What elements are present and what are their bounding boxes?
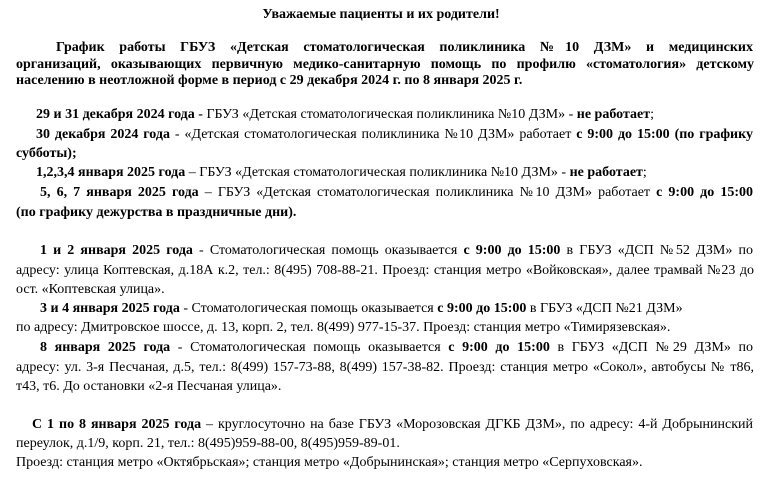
urgent-item-jan-1-2 <box>40 242 753 259</box>
intro-line-3: населению в неотложной форме в период с 29 декабря 2024 г. по 8 января 2025 г. <box>16 73 523 88</box>
schedule-item-jan-5-7 <box>40 184 753 201</box>
schedule-hours-continued: субботы); <box>16 146 77 161</box>
urgent-address-end: ост. «Коптевская улица». <box>16 282 165 297</box>
schedule-hours: с 9:00 до 15:00 (по графику <box>576 127 753 142</box>
schedule-text: – ГБУЗ «Детская стоматологическая поликлиника №10 ДЗМ» - <box>185 165 570 180</box>
urgent-org: в ГБУЗ «ДСП №52 ДЗМ» по <box>560 243 753 258</box>
schedule-status: не работает <box>576 107 651 122</box>
schedule-date: 30 декабря 2024 года <box>36 127 170 142</box>
urgent-address-end: т43, т6. До остановки «2-я Песчаная улица». <box>16 379 282 394</box>
round-clock-address: переулок, д.1/9, корп. 21, тел.: 8(495)959-88-00, 8(495)959-89-01. <box>16 436 400 451</box>
round-clock-item <box>32 416 753 433</box>
schedule-text: - «Детская стоматологическая поликлиника №10 ДЗМ» работает <box>169 127 577 142</box>
urgent-hours: с 9:00 до 15:00 <box>463 243 561 258</box>
schedule-hours-continued: (по графику дежурства в праздничные дни). <box>16 205 297 220</box>
urgent-org: в ГБУЗ «ДСП №29 ДЗМ» по <box>549 340 754 355</box>
round-clock-text: – круглосуточно на базе ГБУЗ «Морозовская ДГКБ ДЗМ», по адресу: 4-й Добрынинский <box>201 417 753 432</box>
schedule-item-dec-29-31 <box>36 106 762 123</box>
schedule-text: ГБУЗ «Детская стоматологическая поликлиника №10 ДЗМ» - <box>202 107 577 122</box>
round-clock-date: С 1 по 8 января 2025 года <box>32 417 202 432</box>
schedule-end: ; <box>650 107 654 122</box>
notice-heading: Уважаемые пациенты и их родители! <box>262 7 500 22</box>
schedule-date: 29 и 31 декабря 2024 года - <box>36 107 203 122</box>
urgent-org: в ГБУЗ «ДСП №21 ДЗМ» <box>526 301 683 316</box>
urgent-item-jan-8 <box>40 339 753 356</box>
urgent-text: - Стоматологическая помощь оказывается <box>170 340 449 355</box>
urgent-date: 8 января 2025 года <box>40 340 171 355</box>
urgent-text: - Стоматологическая помощь оказывается <box>179 301 438 316</box>
schedule-date: 1,2,3,4 января 2025 года <box>36 165 186 180</box>
urgent-hours: с 9:00 до 15:00 <box>448 340 550 355</box>
urgent-hours: с 9:00 до 15:00 <box>437 301 527 316</box>
urgent-item-jan-3-4 <box>40 300 762 317</box>
urgent-address: адресу: улица Коптевская, д.18А к.2, тел.: 8(495) 708-88-21. Проезд: станция метро «Войковская», далее трамвай №23 до <box>16 263 754 278</box>
schedule-item-dec-30 <box>36 126 753 143</box>
round-clock-transport: Проезд: станция метро «Октябрьская»; станция метро «Добрынинская»; станция метро «Серпуховская». <box>16 455 643 470</box>
urgent-text: - Стоматологическая помощь оказывается <box>192 243 464 258</box>
intro-line-1: График работы ГБУЗ «Детская стоматологическая поликлиника №10 ДЗМ» и медицинских <box>56 40 753 55</box>
urgent-address: по адресу: Дмитровское шоссе, д. 13, корп. 2, тел. 8(499) 977-15-37. Проезд: станция метро «Тимирязевская». <box>16 320 671 335</box>
schedule-end: ; <box>642 165 647 180</box>
urgent-date: 1 и 2 января 2025 года <box>40 243 193 258</box>
schedule-text: – ГБУЗ «Детская стоматологическая поликлиника №10 ДЗМ» работает <box>198 185 657 200</box>
schedule-status: не работает <box>569 165 643 180</box>
schedule-date: 5, 6, 7 января 2025 года <box>40 185 199 200</box>
schedule-item-jan-1-4 <box>36 164 762 181</box>
urgent-address: адресу: ул. 3-я Песчаная, д.5, тел.: 8(499) 157-73-88, 8(499) 157-38-82. Проезд: станция метро «Сокол», автобусы № т86, <box>16 360 754 375</box>
intro-line-2: организаций, оказывающих первичную медико-санитарную помощь по профилю «стоматология» детскому <box>16 57 754 72</box>
urgent-date: 3 и 4 января 2025 года <box>40 301 180 316</box>
schedule-hours: с 9:00 до 15:00 <box>656 185 754 200</box>
